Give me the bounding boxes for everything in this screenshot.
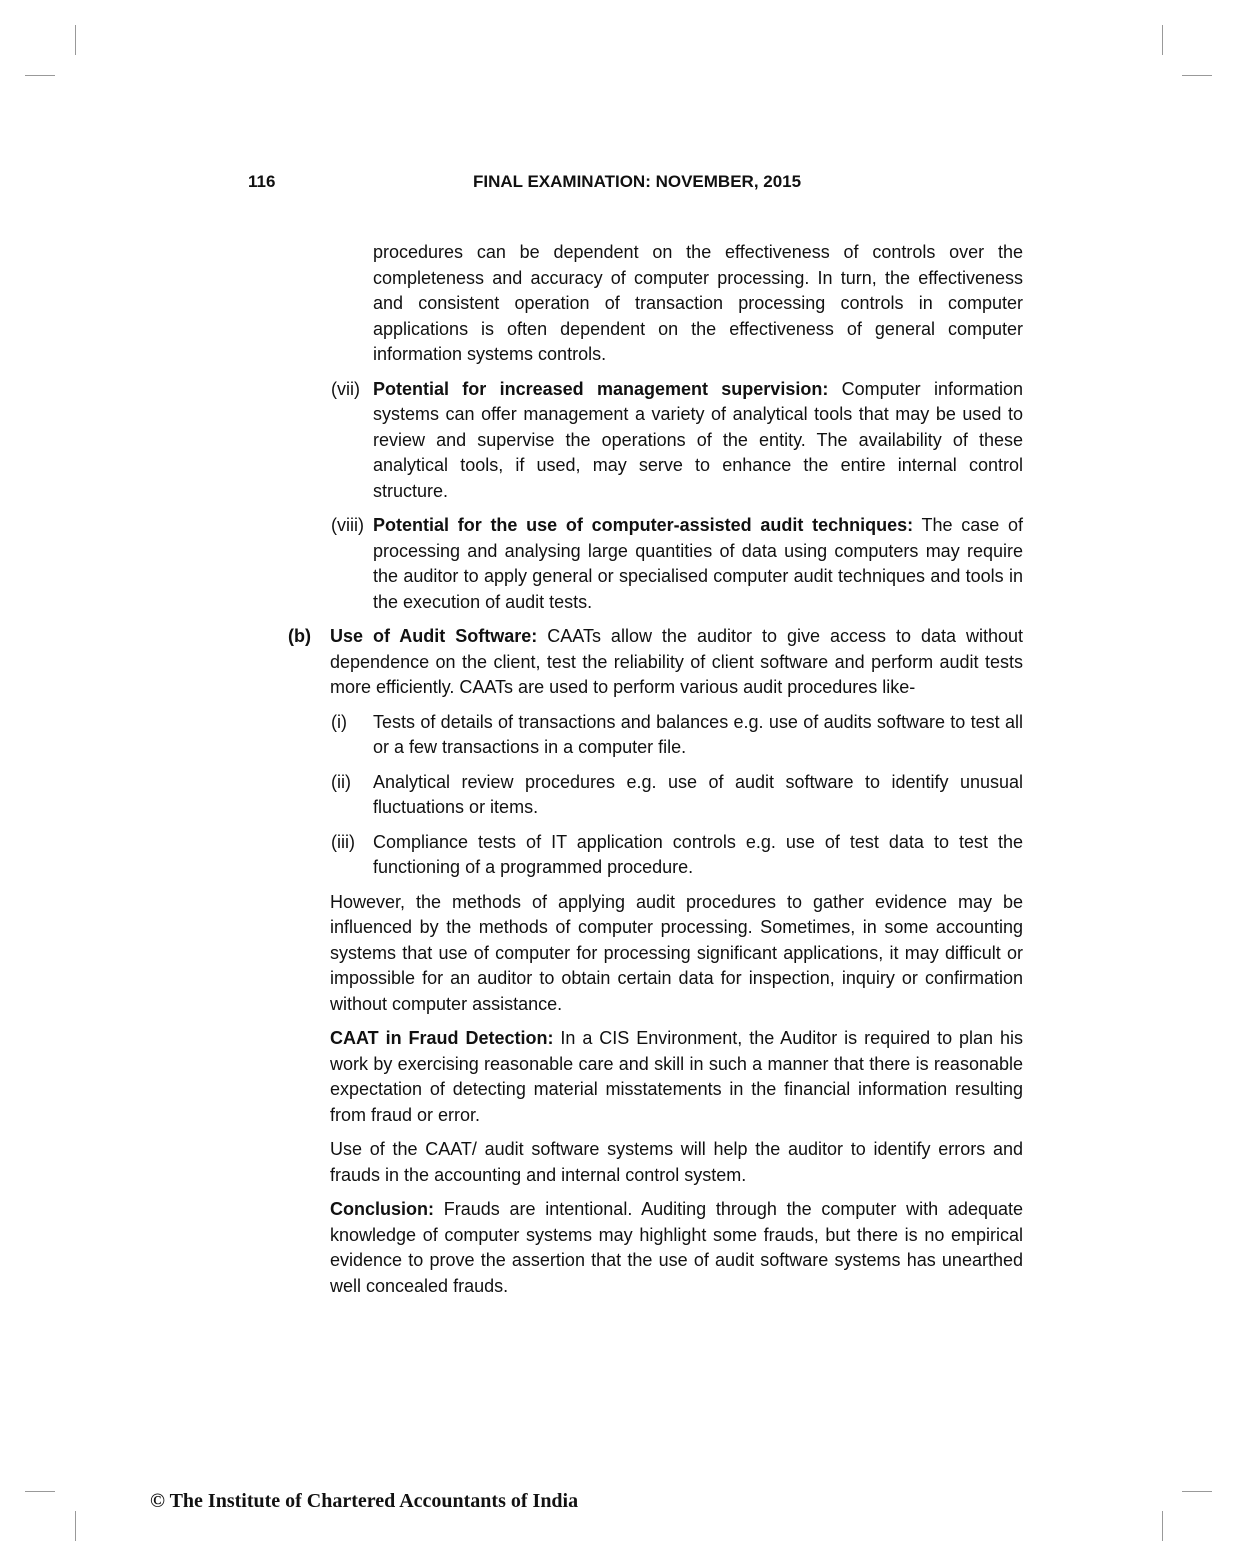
crop-mark — [1182, 1491, 1212, 1492]
page-number: 116 — [248, 172, 276, 191]
continuation-paragraph: procedures can be dependent on the effectiveness of controls over the completeness and accuracy of computer processing. In turn, the effectiveness and consistent operation of transaction processing controls in computer applications is often dependent on the effectiveness of general computer information systems controls. — [373, 242, 1023, 364]
section-heading: Use of Audit Software: — [330, 626, 538, 646]
crop-mark — [25, 1491, 55, 1492]
page-body — [288, 240, 1023, 1308]
conclusion-paragraph — [288, 1197, 1023, 1299]
section-b — [288, 624, 1023, 701]
item-number: (viii) — [331, 515, 364, 535]
item-number: (i) — [331, 711, 347, 732]
item-text: Analytical review procedures e.g. use of audit software to identify unusual fluctuations or items. — [373, 771, 1023, 817]
item-number: (ii) — [331, 771, 351, 792]
fraud-detection-paragraph — [288, 1026, 1023, 1128]
item-text: The case of processing and analysing large quantities of data using computers may require the auditor to apply general or specialised computer audit techniques and tools in the execution of audit tests. — [373, 515, 1023, 612]
item-heading: Potential for the use of computer-assisted audit techniques: — [373, 515, 914, 535]
section-paragraph — [330, 624, 1023, 701]
list-item — [288, 830, 1023, 881]
crop-mark — [75, 25, 76, 55]
item-number: (iii) — [331, 831, 355, 852]
crop-mark — [25, 75, 55, 76]
crop-mark — [75, 1511, 76, 1541]
item-text: Compliance tests of IT application controls e.g. use of test data to test the functioning of a programmed procedure. — [373, 831, 1023, 877]
section-text: CAATs allow the auditor to give access to data without dependence on the client, test the reliability of client software and perform audit tests more efficiently. CAATs are used to perform various audit procedures like- — [330, 626, 1023, 697]
crop-mark — [1162, 1511, 1163, 1541]
list-item — [288, 710, 1023, 761]
conclusion-heading: Conclusion: — [330, 1199, 434, 1219]
however-paragraph: However, the methods of applying audit procedures to gather evidence may be influenced by the methods of computer processing. Sometimes, in some accounting systems that use of computer for processing significant applications, it may difficult or impossible for an auditor to obtain certain data for inspection, inquiry or confirmation without computer assistance. — [330, 891, 1023, 1014]
item-paragraph — [373, 513, 1023, 615]
item-text: Tests of details of transactions and balances e.g. use of audits software to test all or a few transactions in a computer file. — [373, 711, 1023, 757]
conclusion-text: Frauds are intentional. Auditing through the computer with adequate knowledge of computer systems may highlight some frauds, but there is no empirical evidence to prove the assertion that the use of audit software systems has unearthed well concealed frauds. — [330, 1199, 1023, 1296]
item-number: (vii) — [331, 378, 360, 399]
item-heading: Potential for increased management supervision: — [373, 378, 829, 399]
fraud-heading: CAAT in Fraud Detection: — [330, 1028, 554, 1048]
section-number: (b) — [288, 626, 311, 646]
item-text: Computer information systems can offer management a variety of analytical tools that may be used to review and supervise the operations of the entity. The availability of these analytical tools, if used, may serve to enhance the entire internal control structure. — [373, 378, 1023, 501]
list-item — [288, 377, 1023, 505]
list-item — [288, 513, 1023, 615]
running-title: FINAL EXAMINATION: NOVEMBER, 2015 — [473, 172, 802, 191]
use-paragraph: Use of the CAAT/ audit software systems will help the auditor to identify errors and frauds in the accounting and internal control system. — [330, 1139, 1023, 1185]
crop-mark — [1162, 25, 1163, 55]
fraud-text: In a CIS Environment, the Auditor is required to plan his work by exercising reasonable care and skill in such a manner that there is reasonable expectation of detecting material misstatements in the financial information resulting from fraud or error. — [330, 1028, 1023, 1125]
item-paragraph — [373, 377, 1023, 505]
page-header — [0, 172, 1238, 194]
list-item — [288, 770, 1023, 821]
crop-mark — [1182, 75, 1212, 76]
page-footer: © The Institute of Chartered Accountants of India — [150, 1490, 579, 1512]
